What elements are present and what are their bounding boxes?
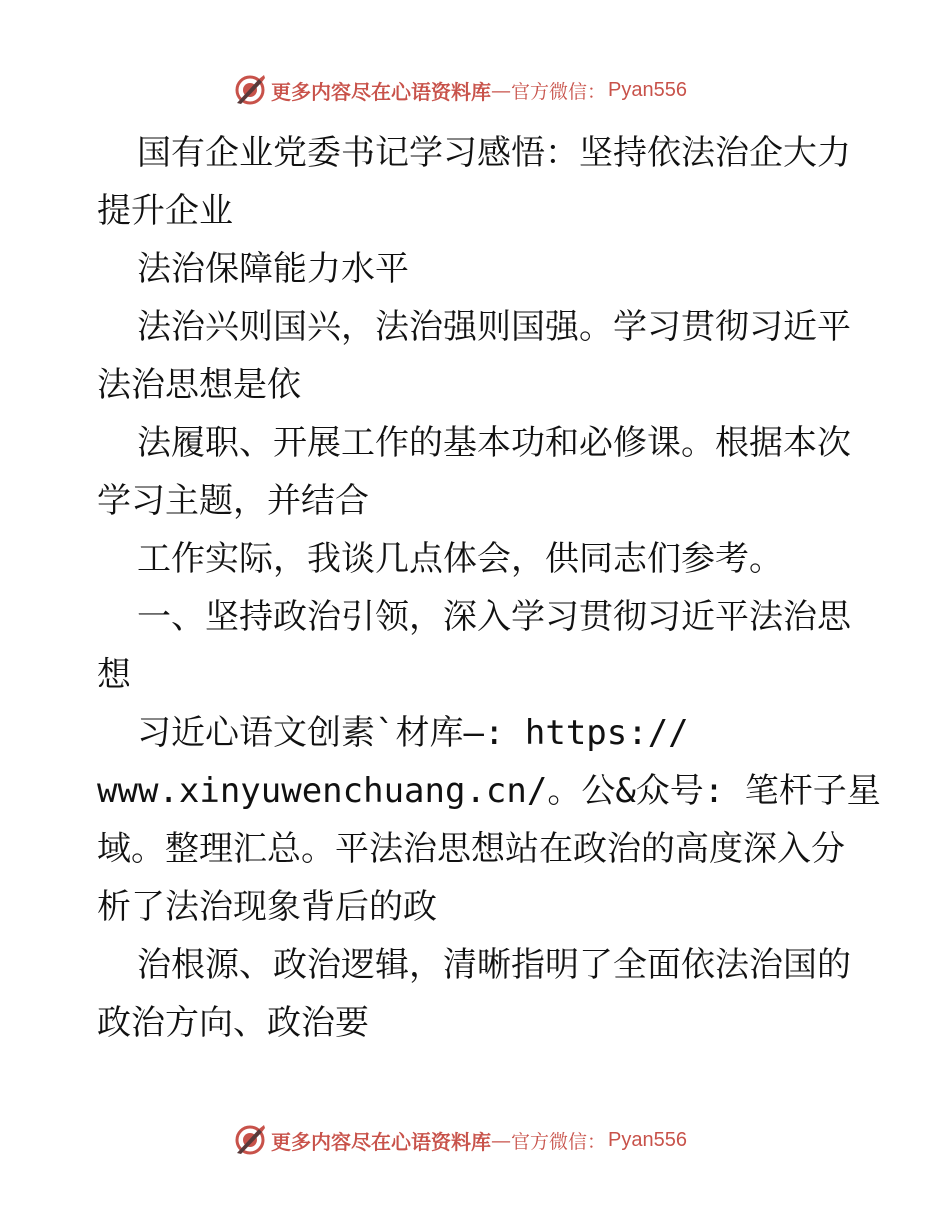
doc-line: www.xinyuwenchuang.cn/。公&众号: 笔杆子星 xyxy=(97,771,881,811)
footer-wechat-id: Pyan556 xyxy=(608,1128,687,1151)
doc-line: 法治兴则国兴，法治强则国强。学习贯彻习近平 xyxy=(137,307,851,347)
doc-line: 析了法治现象背后的政 xyxy=(97,887,437,927)
doc-line: 国有企业党委书记学习感悟：坚持依法治企大力 xyxy=(137,133,851,173)
doc-line: 政治方向、政治要 xyxy=(97,1003,369,1043)
doc-line: 一、坚持政治引领，深入学习贯彻习近平法治思 xyxy=(137,597,851,637)
document-body xyxy=(97,124,881,1052)
quill-seal-logo-icon xyxy=(233,1123,267,1157)
doc-line: 法履职、开展工作的基本功和必修课。根据本次 xyxy=(137,423,851,463)
header-dash: — xyxy=(491,78,511,102)
doc-line: 学习主题，并结合 xyxy=(97,481,369,521)
doc-line: 法治思想是依 xyxy=(97,365,301,405)
header-banner xyxy=(233,72,687,108)
footer-banner xyxy=(233,1122,687,1158)
quill-seal-logo-icon xyxy=(233,73,267,107)
footer-wechat-label: 官方微信： xyxy=(511,1130,607,1153)
footer-brand-text: 更多内容尽在心语资料库 xyxy=(271,1129,491,1154)
doc-line: 习近心语文创素`材库—: https:// xyxy=(137,713,689,753)
header-wechat-id: Pyan556 xyxy=(608,78,687,101)
doc-line: 想 xyxy=(97,655,131,695)
doc-line: 法治保障能力水平 xyxy=(137,249,409,289)
footer-dash: — xyxy=(491,1128,511,1152)
doc-line: 工作实际，我谈几点体会，供同志们参考。 xyxy=(137,539,783,579)
doc-line: 治根源、政治逻辑，清晰指明了全面依法治国的 xyxy=(137,945,851,985)
header-brand-text: 更多内容尽在心语资料库 xyxy=(271,79,491,104)
header-wechat-label: 官方微信： xyxy=(511,80,607,103)
doc-line: 域。整理汇总。平法治思想站在政治的高度深入分 xyxy=(97,829,845,869)
doc-line: 提升企业 xyxy=(97,191,233,231)
